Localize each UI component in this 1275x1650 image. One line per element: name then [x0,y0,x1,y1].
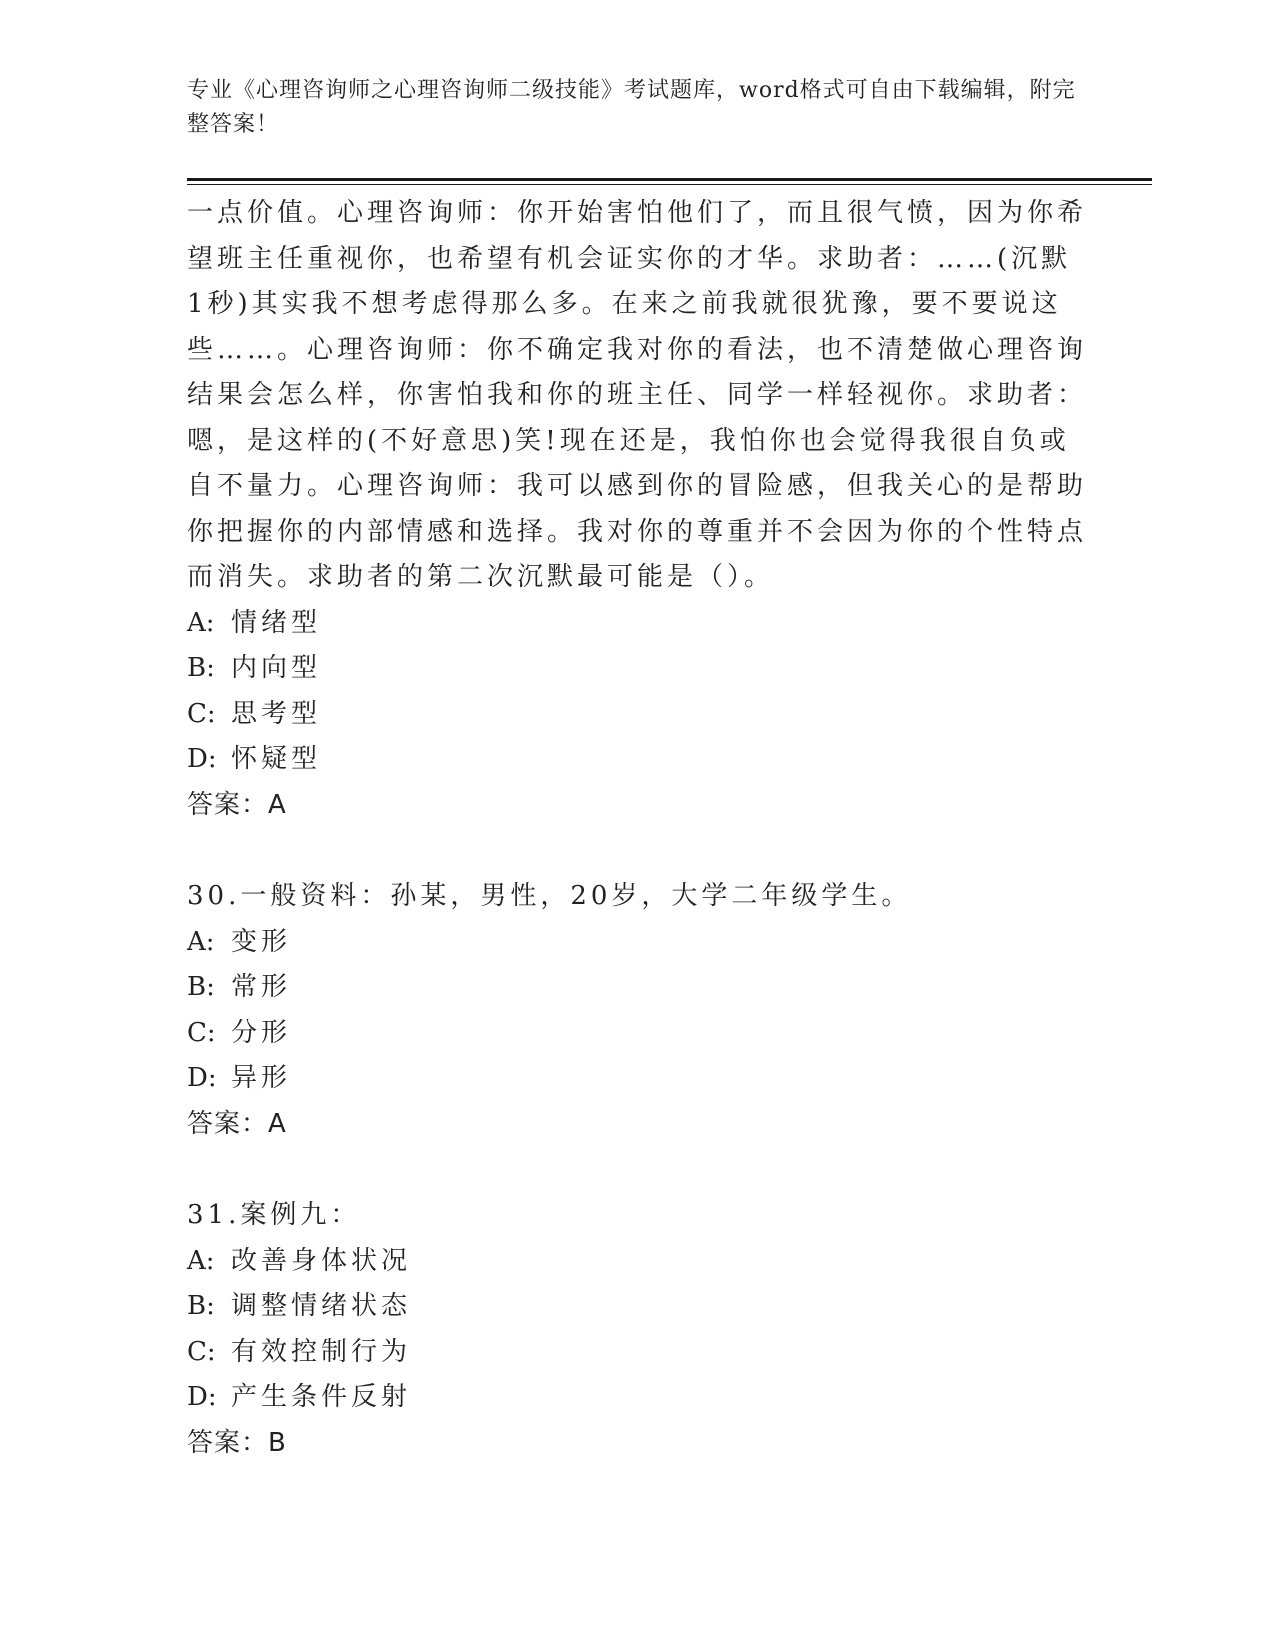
option-letter: B: [187,972,215,1002]
answer-line: 答案：B [187,1427,287,1458]
option-letter: B: [187,1291,215,1321]
option-text: 产生条件反射 [231,1382,412,1412]
spacer [187,1147,1087,1193]
option-letter: D: [187,744,217,774]
option-text: 常形 [231,972,292,1002]
option-b [187,1284,1087,1330]
option-letter: B: [187,653,215,683]
option-text: 改善身体状况 [231,1245,412,1276]
option-letter: A: [187,607,215,638]
question-stem: 一点价值。心理咨询师：你开始害怕他们了，而且很气愤，因为你希望班主任重视你，也希望有机会证实你的才华。求助者：……(沉默1秒)其实我不想考虑得那么多。在来之前我就很犹豫，要不要说这些……。心理咨询师：你不确定我对你的看法，也不清楚做心理咨询结果会怎么样，你害怕我和你的班主任、同学一样轻视你。求助者：嗯，是这样的(不好意思)笑!现在还是，我怕你也会觉得我很自负或自不量力。心理咨询师：我可以感到你的冒险感，但我关心的是帮助你把握你的内部情感和选择。我对你的尊重并不会因为你的个性特点而消失。求助者的第二次沉默最可能是（）。 [187,198,1088,592]
option-d [187,1056,1087,1102]
question-list [187,191,1087,1466]
option-text: 怀疑型 [231,744,322,774]
header-rule-thin [187,184,1152,185]
option-a [187,920,1087,966]
document-header: 专业《心理咨询师之心理咨询师二级技能》考试题库，word格式可自由下载编辑，附完整答案！ [187,78,1076,137]
option-letter: C: [187,1017,216,1048]
option-c [187,692,1087,738]
option-text: 异形 [231,1063,292,1093]
answer-line: 答案：A [187,789,287,820]
option-a [187,601,1087,647]
option-text: 内向型 [231,653,322,683]
option-c [187,1011,1087,1057]
option-text: 思考型 [231,698,322,729]
question-29 [187,191,1087,828]
option-text: 有效控制行为 [231,1336,412,1367]
option-text: 调整情绪状态 [231,1291,412,1321]
option-text: 情绪型 [231,607,322,638]
spacer [187,828,1087,874]
answer-line: 答案：A [187,1108,287,1139]
option-text: 分形 [231,1017,292,1048]
option-text: 变形 [231,926,292,957]
header-rule-thick [187,178,1152,181]
option-letter: A: [187,1245,215,1276]
question-30 [187,874,1087,1147]
option-letter: D: [187,1063,217,1093]
option-letter: A: [187,926,215,957]
option-d [187,737,1087,783]
option-b [187,965,1087,1011]
option-letter: C: [187,698,216,729]
question-stem: 30.一般资料：孙某，男性，20岁，大学二年级学生。 [187,881,912,911]
option-d [187,1375,1087,1421]
option-c [187,1330,1087,1376]
question-stem: 31.案例九： [187,1200,361,1230]
question-31 [187,1193,1087,1466]
option-letter: C: [187,1336,216,1367]
option-a [187,1239,1087,1285]
option-letter: D: [187,1382,217,1412]
option-b [187,646,1087,692]
